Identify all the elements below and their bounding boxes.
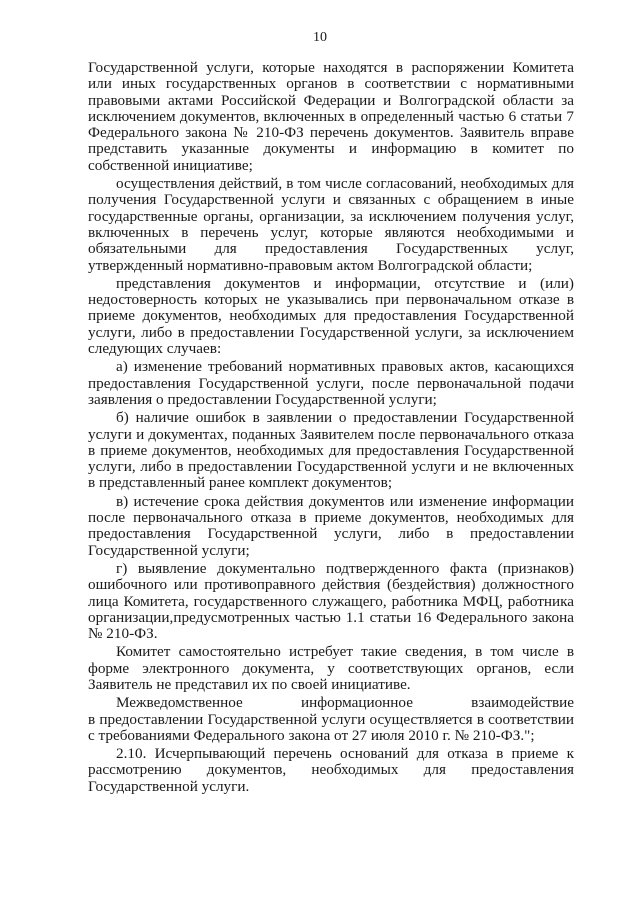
paragraph-2: осуществления действий, в том числе согласований, необходимых для получения Государственной услуги и связанных с обращением в иные государственные органы, организации, за исключением получения услуг, включенных в перечень услуг, которые являются необходимыми и обязательными для предоставления Государственных услуг, утвержденный нормативно-правовым актом Волгоградской области; (88, 175, 574, 274)
paragraph-6: в) истечение срока действия документов или изменение информации после первоначального отказа в приеме документов, необходимых для предоставления Государственной услуги, либо в предоставлении Государственной услуги; (88, 492, 574, 559)
paragraph-1: Государственной услуги, которые находятся в распоряжении Комитета или иных государственных органов в соответствии с нормативными правовыми актами Российской Федерации и Волгоградской области за исключением документов, включенных в определенный частью 6 статьи 7 Федерального закона № 210-ФЗ перечень документов. Заявитель вправе представить указанные документы и информацию в комитет по собственной инициативе; (88, 59, 574, 174)
page-number: 10 (313, 30, 327, 45)
paragraph-4: а) изменение требований нормативных правовых актов, касающихся предоставления Государственной услуги, после первоначальной подачи заявления о предоставлении Государственной услуги; (88, 358, 574, 408)
paragraph-9: Межведомственное информационное взаимодействие (116, 694, 574, 712)
paragraph-7: г) выявление документально подтвержденного факта (признаков) ошибочного или противоправного действия (бездействия) должностного лица Комитета, государственного служащего, работника МФЦ, работника организации,предусмотренных частью 1.1 статьи 16 Федерального закона № 210-ФЗ. (88, 559, 574, 643)
paragraph-8: Комитет самостоятельно истребует такие сведения, в том числе в форме электронного документа, у соответствующих органов, если Заявитель не представил их по своей инициативе. (88, 643, 574, 693)
document-body (88, 60, 574, 795)
paragraph-3: представления документов и информации, отсутствие и (или) недостоверность которых не указывались при первоначальном отказе в приеме документов, необходимых для предоставления Государственной услуги, либо в предоставлении Государственной услуги, за исключением следующих случаев: (88, 274, 574, 358)
paragraph-11: 2.10. Исчерпывающий перечень оснований для отказа в приеме к рассмотрению документов, необходимых для предоставления Государственной услуги. (88, 745, 574, 795)
paragraph-5: б) наличие ошибок в заявлении о предоставлении Государственной услуги и документах, поданных Заявителем после первоначального отказа в приеме документов, необходимых для предоставления Государственной услуги, либо в предоставлении Государственной услуги и не включенных в представленный ранее комплект документов; (88, 409, 574, 492)
paragraph-10: в предоставлении Государственной услуги осуществляется в соответствии с требованиями Федерального закона от 27 июля 2010 г. № 210-ФЗ."; (88, 710, 574, 744)
